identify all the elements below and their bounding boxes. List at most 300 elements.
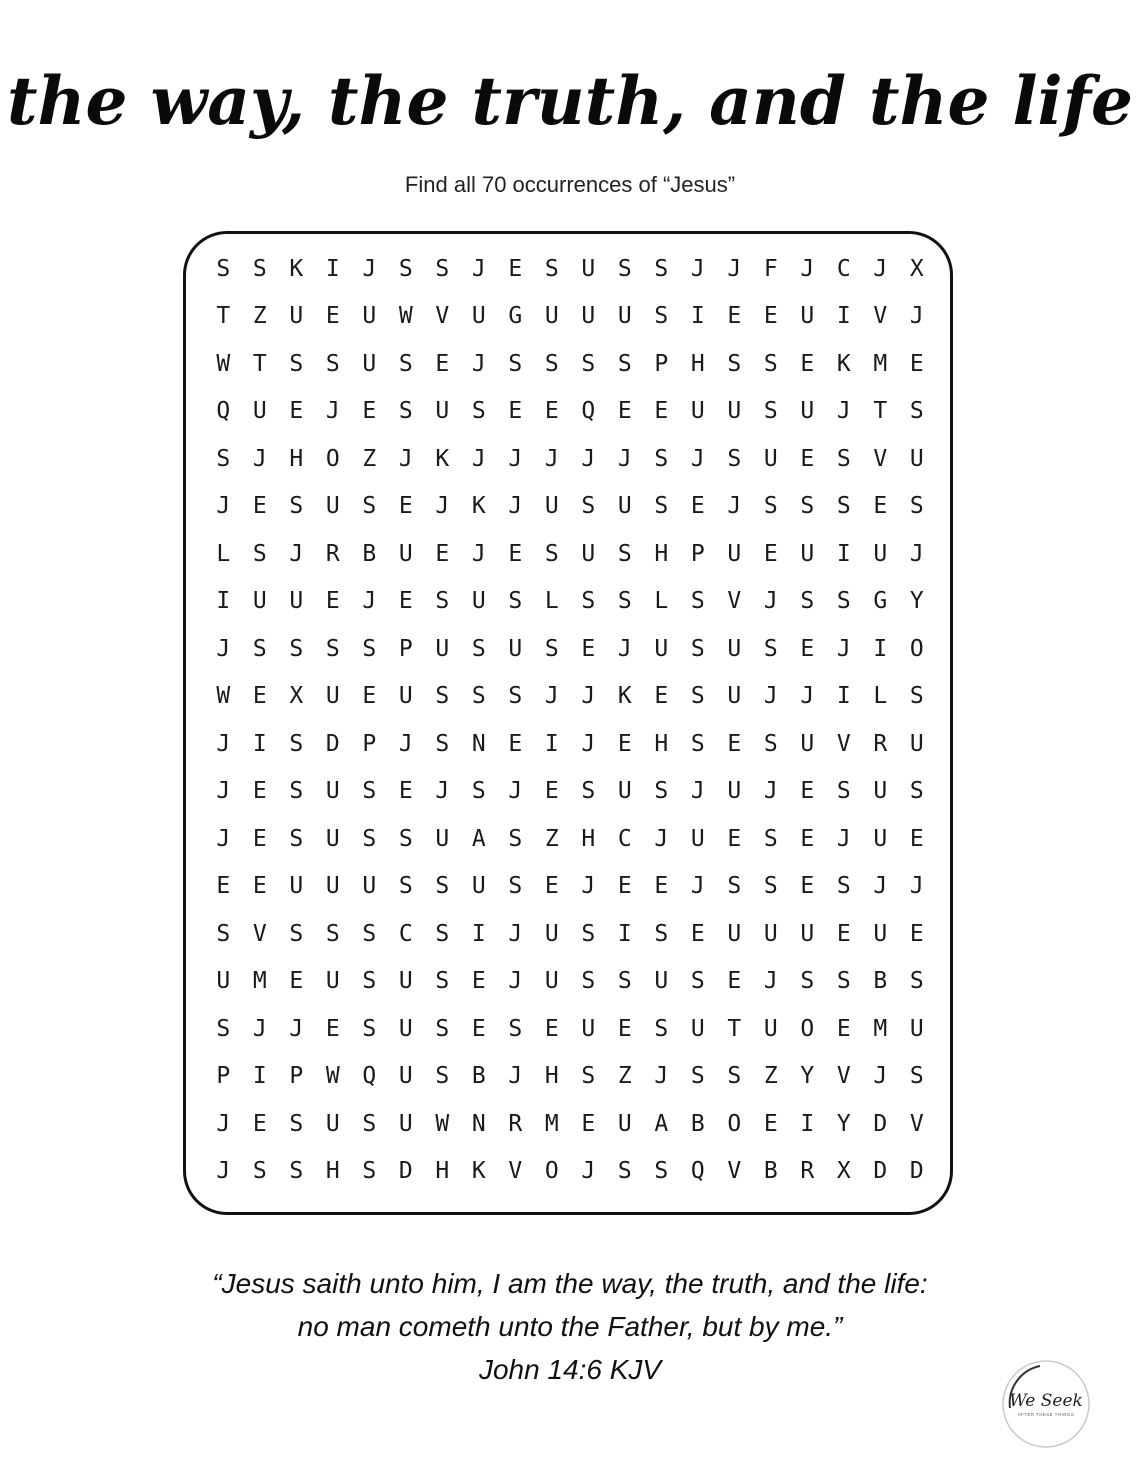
grid-letter: E	[800, 635, 815, 662]
grid-row	[205, 673, 935, 721]
grid-letter: S	[690, 635, 705, 662]
grid-letter: S	[909, 493, 924, 520]
grid-letter: U	[471, 873, 486, 900]
grid-letter: U	[909, 445, 924, 472]
grid-letter: E	[800, 778, 815, 805]
grid-letter: J	[690, 445, 705, 472]
grid-letter: H	[654, 730, 669, 757]
grid-letter: U	[435, 825, 450, 852]
grid-letter: S	[252, 540, 267, 567]
grid-letter: S	[362, 778, 377, 805]
grid-letter: S	[909, 968, 924, 995]
grid-letter: R	[508, 1110, 523, 1137]
grid-letter: S	[216, 255, 231, 282]
grid-row	[205, 483, 935, 531]
grid-letter: I	[617, 920, 632, 947]
grid-letter: U	[398, 1015, 413, 1042]
grid-letter: H	[289, 445, 304, 472]
grid-letter: V	[252, 920, 267, 947]
grid-letter: S	[800, 588, 815, 615]
grid-letter: J	[654, 1063, 669, 1090]
grid-letter: I	[690, 303, 705, 330]
grid-letter: U	[617, 493, 632, 520]
logo-tagline: AFTER THESE THINGS	[1017, 1412, 1075, 1417]
grid-letter: I	[544, 730, 559, 757]
grid-letter: U	[800, 398, 815, 425]
grid-letter: E	[873, 493, 888, 520]
grid-letter: V	[508, 1158, 523, 1185]
grid-letter: O	[909, 635, 924, 662]
grid-letter: U	[873, 825, 888, 852]
grid-letter: D	[873, 1110, 888, 1137]
grid-letter: Q	[362, 1063, 377, 1090]
grid-letter: S	[763, 635, 778, 662]
grid-letter: S	[435, 968, 450, 995]
grid-letter: J	[873, 873, 888, 900]
grid-letter: K	[289, 255, 304, 282]
grid-letter: E	[690, 920, 705, 947]
grid-letter: U	[325, 968, 340, 995]
grid-letter: S	[252, 1158, 267, 1185]
grid-letter: S	[398, 350, 413, 377]
grid-letter: H	[544, 1063, 559, 1090]
grid-letter: I	[836, 683, 851, 710]
grid-letter: E	[909, 350, 924, 377]
grid-letter: S	[727, 445, 742, 472]
scripture-quote	[0, 1262, 1140, 1391]
grid-letter: E	[471, 1015, 486, 1042]
grid-letter: S	[508, 873, 523, 900]
grid-letter: H	[435, 1158, 450, 1185]
grid-letter: B	[763, 1158, 778, 1185]
grid-letter: S	[325, 920, 340, 947]
grid-letter: S	[544, 635, 559, 662]
grid-letter: E	[325, 303, 340, 330]
grid-letter: S	[362, 968, 377, 995]
grid-letter: S	[362, 1015, 377, 1042]
grid-letter: U	[581, 1015, 596, 1042]
grid-letter: U	[581, 255, 596, 282]
grid-letter: U	[617, 1110, 632, 1137]
grid-letter: S	[690, 1063, 705, 1090]
grid-letter: C	[398, 920, 413, 947]
grid-letter: S	[654, 920, 669, 947]
grid-letter: U	[763, 920, 778, 947]
grid-letter: E	[544, 873, 559, 900]
grid-letter: S	[362, 920, 377, 947]
grid-letter: S	[471, 778, 486, 805]
grid-letter: U	[909, 730, 924, 757]
grid-row	[205, 388, 935, 436]
grid-letter: V	[727, 1158, 742, 1185]
grid-letter: U	[435, 635, 450, 662]
grid-letter: J	[252, 445, 267, 472]
grid-letter: I	[873, 635, 888, 662]
grid-letter: M	[252, 968, 267, 995]
grid-letter: J	[544, 445, 559, 472]
grid-letter: K	[471, 1158, 486, 1185]
grid-letter: U	[289, 873, 304, 900]
grid-letter: E	[544, 1015, 559, 1042]
grid-letter: S	[289, 1158, 304, 1185]
grid-letter: E	[763, 1110, 778, 1137]
grid-letter: J	[763, 778, 778, 805]
grid-letter: S	[763, 873, 778, 900]
grid-letter: U	[289, 303, 304, 330]
grid-letter: H	[690, 350, 705, 377]
grid-letter: S	[763, 350, 778, 377]
grid-letter: S	[289, 493, 304, 520]
grid-letter: E	[800, 825, 815, 852]
grid-letter: S	[617, 255, 632, 282]
grid-letter: E	[617, 873, 632, 900]
grid-letter: H	[325, 1158, 340, 1185]
grid-letter: U	[727, 398, 742, 425]
grid-letter: S	[435, 255, 450, 282]
grid-letter: S	[398, 398, 413, 425]
grid-letter: I	[800, 1110, 815, 1137]
grid-letter: S	[617, 968, 632, 995]
grid-letter: J	[909, 873, 924, 900]
grid-letter: K	[617, 683, 632, 710]
grid-letter: O	[325, 445, 340, 472]
grid-letter: U	[325, 778, 340, 805]
grid-letter: Q	[690, 1158, 705, 1185]
grid-letter: P	[398, 635, 413, 662]
grid-letter: S	[289, 635, 304, 662]
grid-letter: S	[836, 968, 851, 995]
grid-letter: U	[544, 920, 559, 947]
grid-letter: W	[325, 1063, 340, 1090]
grid-letter: E	[508, 398, 523, 425]
grid-letter: X	[289, 683, 304, 710]
grid-letter: J	[909, 540, 924, 567]
grid-letter: U	[216, 968, 231, 995]
grid-letter: W	[216, 350, 231, 377]
grid-letter: J	[435, 778, 450, 805]
grid-letter: M	[873, 350, 888, 377]
grid-letter: K	[435, 445, 450, 472]
grid-letter: Z	[763, 1063, 778, 1090]
grid-letter: D	[325, 730, 340, 757]
grid-letter: E	[435, 540, 450, 567]
grid-letter: S	[435, 1063, 450, 1090]
grid-letter: U	[763, 445, 778, 472]
grid-row	[205, 1053, 935, 1101]
grid-letter: U	[362, 873, 377, 900]
quote-reference: John 14:6 KJV	[478, 1354, 662, 1385]
grid-letter: V	[873, 303, 888, 330]
grid-letter: S	[508, 825, 523, 852]
grid-letter: U	[873, 920, 888, 947]
grid-letter: B	[471, 1063, 486, 1090]
grid-letter: U	[617, 303, 632, 330]
grid-letter: U	[690, 825, 705, 852]
grid-letter: E	[800, 445, 815, 472]
grid-letter: Z	[252, 303, 267, 330]
grid-letter: E	[909, 920, 924, 947]
grid-letter: J	[763, 968, 778, 995]
grid-letter: S	[435, 1015, 450, 1042]
grid-letter: S	[289, 730, 304, 757]
grid-letter: E	[252, 825, 267, 852]
grid-letter: S	[362, 1158, 377, 1185]
grid-letter: S	[763, 398, 778, 425]
grid-letter: A	[471, 825, 486, 852]
grid-letter: S	[654, 1158, 669, 1185]
grid-letter: J	[727, 493, 742, 520]
grid-letter: U	[252, 588, 267, 615]
grid-letter: J	[508, 920, 523, 947]
grid-letter: S	[362, 493, 377, 520]
grid-letter: L	[873, 683, 888, 710]
grid-letter: U	[727, 683, 742, 710]
grid-letter: Y	[836, 1110, 851, 1137]
grid-letter: U	[690, 398, 705, 425]
grid-letter: S	[471, 635, 486, 662]
grid-row	[205, 340, 935, 388]
grid-letter: S	[909, 1063, 924, 1090]
grid-letter: J	[508, 968, 523, 995]
grid-letter: S	[289, 1110, 304, 1137]
grid-letter: J	[289, 1015, 304, 1042]
grid-letter: U	[690, 1015, 705, 1042]
grid-letter: J	[508, 778, 523, 805]
grid-letter: D	[398, 1158, 413, 1185]
grid-letter: I	[836, 303, 851, 330]
grid-letter: P	[289, 1063, 304, 1090]
grid-letter: S	[544, 255, 559, 282]
grid-letter: W	[398, 303, 413, 330]
grid-letter: E	[727, 825, 742, 852]
grid-letter: X	[909, 255, 924, 282]
grid-letter: S	[216, 920, 231, 947]
grid-letter: E	[471, 968, 486, 995]
grid-letter: S	[398, 873, 413, 900]
grid-letter: S	[654, 1015, 669, 1042]
grid-letter: T	[873, 398, 888, 425]
grid-letter: U	[544, 303, 559, 330]
grid-letter: P	[654, 350, 669, 377]
grid-letter: J	[471, 445, 486, 472]
grid-letter: S	[690, 730, 705, 757]
instructions: Find all 70 occurrences of “Jesus”	[404, 172, 736, 197]
grid-letter: E	[508, 540, 523, 567]
grid-letter: S	[836, 778, 851, 805]
grid-letter: U	[800, 730, 815, 757]
grid-letter: J	[581, 873, 596, 900]
grid-letter: U	[398, 540, 413, 567]
grid-letter: S	[763, 825, 778, 852]
grid-letter: U	[581, 303, 596, 330]
grid-letter: J	[216, 825, 231, 852]
grid-letter: Z	[617, 1063, 632, 1090]
grid-letter: U	[325, 683, 340, 710]
grid-letter: U	[252, 398, 267, 425]
grid-letter: J	[508, 445, 523, 472]
grid-letter: E	[654, 398, 669, 425]
grid-letter: S	[800, 493, 815, 520]
grid-letter: S	[581, 920, 596, 947]
grid-letter: W	[216, 683, 231, 710]
grid-letter: Q	[216, 398, 231, 425]
grid-letter: E	[289, 968, 304, 995]
grid-letter: R	[800, 1158, 815, 1185]
grid-letter: J	[362, 255, 377, 282]
grid-letter: E	[252, 493, 267, 520]
grid-letter: Z	[544, 825, 559, 852]
grid-row	[205, 435, 935, 483]
grid-letter: S	[800, 968, 815, 995]
grid-letter: V	[836, 730, 851, 757]
grid-letter: S	[581, 1063, 596, 1090]
grid-letter: U	[873, 540, 888, 567]
grid-row	[205, 1100, 935, 1148]
grid-letter: E	[727, 303, 742, 330]
grid-letter: U	[909, 1015, 924, 1042]
grid-letter: J	[581, 445, 596, 472]
grid-letter: S	[836, 873, 851, 900]
grid-row	[205, 768, 935, 816]
grid-letter: U	[800, 540, 815, 567]
grid-letter: S	[617, 540, 632, 567]
grid-letter: K	[836, 350, 851, 377]
grid-letter: U	[508, 635, 523, 662]
grid-letter: S	[654, 778, 669, 805]
grid-letter: S	[289, 920, 304, 947]
grid-row	[205, 720, 935, 768]
grid-letter: S	[836, 445, 851, 472]
grid-letter: E	[654, 683, 669, 710]
grid-letter: E	[398, 778, 413, 805]
page-title: the way, the truth, and the life	[7, 62, 1133, 140]
grid-letter: M	[544, 1110, 559, 1137]
grid-letter: U	[654, 968, 669, 995]
grid-letter: E	[727, 730, 742, 757]
grid-letter: E	[654, 873, 669, 900]
grid-letter: O	[544, 1158, 559, 1185]
grid-letter: E	[435, 350, 450, 377]
grid-letter: J	[836, 825, 851, 852]
grid-letter: U	[398, 683, 413, 710]
grid-letter: R	[325, 540, 340, 567]
grid-letter: Q	[581, 398, 596, 425]
grid-letter: I	[325, 255, 340, 282]
we-seek-logo	[1000, 1358, 1092, 1450]
grid-letter: U	[398, 968, 413, 995]
grid-letter: H	[581, 825, 596, 852]
word-search-grid	[205, 245, 935, 1195]
grid-letter: S	[398, 825, 413, 852]
grid-letter: J	[471, 255, 486, 282]
grid-letter: S	[654, 303, 669, 330]
grid-letter: S	[581, 350, 596, 377]
grid-letter: B	[690, 1110, 705, 1137]
grid-letter: P	[362, 730, 377, 757]
grid-letter: I	[252, 730, 267, 757]
grid-row	[205, 625, 935, 673]
grid-letter: J	[581, 1158, 596, 1185]
grid-letter: F	[763, 255, 778, 282]
grid-letter: U	[727, 920, 742, 947]
grid-letter: S	[362, 635, 377, 662]
grid-letter: U	[325, 825, 340, 852]
grid-letter: S	[617, 1158, 632, 1185]
grid-letter: S	[362, 825, 377, 852]
grid-row	[205, 815, 935, 863]
grid-row	[205, 1148, 935, 1196]
grid-letter: E	[581, 635, 596, 662]
grid-letter: J	[617, 445, 632, 472]
grid-letter: S	[325, 635, 340, 662]
grid-letter: V	[909, 1110, 924, 1137]
grid-letter: S	[252, 635, 267, 662]
grid-letter: W	[435, 1110, 450, 1137]
grid-letter: J	[398, 730, 413, 757]
grid-letter: S	[508, 588, 523, 615]
grid-letter: O	[727, 1110, 742, 1137]
grid-letter: S	[216, 1015, 231, 1042]
grid-letter: U	[727, 540, 742, 567]
logo-text: We Seek	[1009, 1391, 1083, 1411]
grid-letter: D	[873, 1158, 888, 1185]
grid-letter: P	[216, 1063, 231, 1090]
grid-letter: A	[654, 1110, 669, 1137]
grid-letter: S	[654, 255, 669, 282]
grid-letter: S	[435, 920, 450, 947]
grid-letter: L	[216, 540, 231, 567]
grid-letter: S	[617, 588, 632, 615]
grid-letter: E	[800, 350, 815, 377]
grid-letter: J	[216, 635, 231, 662]
grid-letter: U	[289, 588, 304, 615]
grid-letter: J	[617, 635, 632, 662]
grid-letter: S	[216, 445, 231, 472]
grid-letter: E	[252, 683, 267, 710]
grid-letter: S	[909, 683, 924, 710]
quote-line-1: “Jesus saith unto him, I am the way, the truth, and the life:	[212, 1268, 928, 1299]
grid-letter: C	[617, 825, 632, 852]
grid-row	[205, 293, 935, 341]
grid-letter: S	[836, 493, 851, 520]
grid-letter: U	[362, 350, 377, 377]
grid-letter: J	[727, 255, 742, 282]
grid-letter: G	[508, 303, 523, 330]
grid-letter: J	[581, 730, 596, 757]
grid-letter: E	[362, 398, 377, 425]
grid-letter: E	[216, 873, 231, 900]
grid-letter: J	[909, 303, 924, 330]
grid-letter: U	[435, 398, 450, 425]
grid-letter: J	[836, 635, 851, 662]
grid-letter: L	[544, 588, 559, 615]
grid-letter: E	[544, 778, 559, 805]
grid-letter: E	[617, 1015, 632, 1042]
grid-letter: E	[617, 730, 632, 757]
grid-row	[205, 1005, 935, 1053]
grid-letter: J	[508, 493, 523, 520]
grid-letter: U	[398, 1063, 413, 1090]
grid-letter: E	[252, 1110, 267, 1137]
grid-row	[205, 530, 935, 578]
grid-letter: J	[873, 1063, 888, 1090]
grid-letter: T	[216, 303, 231, 330]
grid-letter: S	[581, 588, 596, 615]
grid-letter: C	[836, 255, 851, 282]
grid-letter: J	[544, 683, 559, 710]
grid-letter: S	[727, 350, 742, 377]
grid-letter: S	[544, 350, 559, 377]
